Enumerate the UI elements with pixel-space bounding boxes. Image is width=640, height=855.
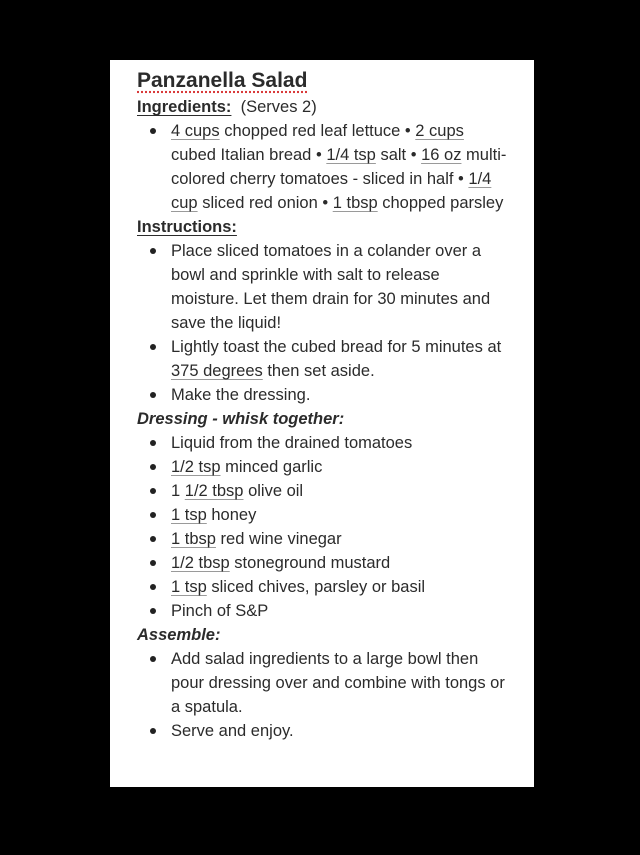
- recipe-title: Panzanella Salad: [137, 69, 308, 92]
- assemble-item: Add salad ingredients to a large bowl then pour dressing over and combine with tongs or a spatula.: [171, 647, 510, 719]
- dressing-list: [137, 431, 510, 623]
- ingredients-list: [137, 119, 510, 215]
- dressing-lead: 1: [171, 482, 185, 500]
- dressing-heading: Dressing - whisk together:: [137, 410, 345, 428]
- instruction-qty: 375 degrees: [171, 362, 263, 380]
- instruction-text: Lightly toast the cubed bread for 5 minutes at: [171, 338, 502, 356]
- ingredients-paragraph: [171, 119, 510, 215]
- dressing-qty: 1/2 tsp: [171, 458, 221, 476]
- instructions-label: Instructions:: [137, 218, 237, 236]
- instruction-item: [171, 335, 510, 383]
- dressing-text: red wine vinegar: [215, 530, 342, 548]
- dressing-qty: 1 tsp: [171, 506, 207, 524]
- ingredient-qty: 4 cups: [171, 122, 220, 140]
- dressing-text: olive oil: [243, 482, 304, 500]
- dressing-item: [171, 455, 510, 479]
- ingredient-text: multi-colored cherry tomatoes - sliced in half •: [171, 146, 507, 188]
- ingredient-qty: 16 oz: [421, 146, 462, 164]
- instruction-text: then set aside.: [262, 362, 375, 380]
- dressing-item: [171, 599, 510, 623]
- dressing-item: [171, 527, 510, 551]
- ingredient-text: salt •: [375, 146, 422, 164]
- dressing-item: [171, 503, 510, 527]
- ingredient-text: chopped parsley: [377, 194, 504, 212]
- dressing-text: sliced chives, parsley or basil: [206, 578, 426, 596]
- assemble-list: [137, 647, 510, 743]
- ingredient-text: cubed Italian bread •: [171, 146, 327, 164]
- serves-text: (Serves 2): [240, 98, 317, 116]
- instructions-heading: [137, 215, 510, 239]
- dressing-item: [171, 575, 510, 599]
- dressing-text: minced garlic: [220, 458, 323, 476]
- instruction-item: Place sliced tomatoes in a colander over a bowl and sprinkle with salt to release moisture. Let them drain for 30 minutes and save the liquid!: [171, 239, 510, 335]
- recipe-note: [110, 60, 534, 787]
- dressing-text: Pinch of S&P: [171, 602, 269, 620]
- ingredients-label: Ingredients:: [137, 98, 232, 116]
- ingredients-heading: [137, 95, 510, 119]
- assemble-heading: Assemble:: [137, 626, 221, 644]
- ingredient-qty: 1 tbsp: [332, 194, 378, 212]
- ingredient-qty: 2 cups: [415, 122, 464, 140]
- assemble-item: Serve and enjoy.: [171, 719, 510, 743]
- instructions-list: [137, 239, 510, 407]
- ingredient-text: sliced red onion •: [197, 194, 333, 212]
- ingredient-text: chopped red leaf lettuce •: [219, 122, 416, 140]
- dressing-item: [171, 551, 510, 575]
- instruction-item: Make the dressing.: [171, 383, 510, 407]
- dressing-qty: 1 tbsp: [171, 530, 216, 548]
- dressing-text: Liquid from the drained tomatoes: [171, 434, 413, 452]
- ingredient-qty: 1/4 tsp: [326, 146, 376, 164]
- dressing-text: honey: [206, 506, 257, 524]
- dressing-text: stoneground mustard: [229, 554, 391, 572]
- dressing-qty: 1 tsp: [171, 578, 207, 596]
- dressing-qty: 1/2 tbsp: [184, 482, 244, 500]
- dressing-item: [171, 479, 510, 503]
- dressing-qty: 1/2 tbsp: [171, 554, 230, 572]
- ingredient-qty: 1/4 cup: [171, 170, 492, 212]
- dressing-item: [171, 431, 510, 455]
